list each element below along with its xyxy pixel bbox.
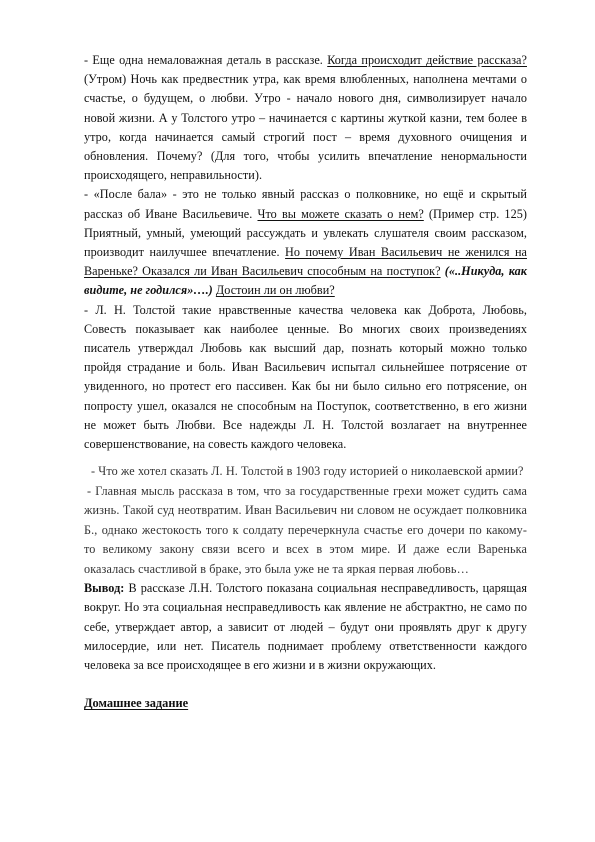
homework-heading: Домашнее задание [84,696,189,711]
document-page [84,51,527,711]
paragraph-question: - Что же хотел сказать Л. Н. Толстой в 1903 году историей о николаевской армии? [91,464,524,479]
ball-quote: («..Никуда, как видите, не годился»….) [84,264,527,298]
paragraph-main-idea: - Главная мысль рассказа в том, что за государственные грехи может судить сама жизнь. Такой суд неотвратим. Иван Васильевич ни словом не осуждает полковника Б., однако жестокость того к солдату перечеркнула счастье его дочери по какому- то великому закону связи всего и всех в этом мире. И даже если Варенька оказалась счастливой в браке, это была уже не та яркая первая любовь… [84,483,527,576]
detail-question: Когда происходит действие рассказа? [327,53,527,67]
ball-question-2: Но почему Иван Васильевич не женился на Вареньке? Оказался ли Иван Васильевич способным на поступок? [84,245,527,279]
detail-answer: (Утром) Ночь как предвестник утра, как время влюбленных, наполнена мечтами о счастье, о будущем, о любви. Утро - начало нового дня, символизирует начало новой жизни. А у Толстого утро – начинается с картины жуткой казни, тем более в утро, когда начинается самый строгий пост – время духовного очищения и обновления. Почему? (Для того, чтобы усилить впечатление ненормальности происходящего, неправильности). [84,72,527,183]
ball-question: Что вы можете сказать о нем? [257,206,424,221]
conclusion-label: Вывод: [84,581,125,596]
paragraph-detail [84,51,527,185]
paragraph-tolstoy-values: - Л. Н. Толстой такие нравственные качества человека как Доброта, Любовь, Совесть показывает как наиболее ценные. Во многих своих произведениях писатель утверждал Любовь как высший дар, познать который можно только пройдя страдание и боль. Иван Васильевич испытал сильнейшее потрясение от увиденного, но протест его пассивен. Как бы ни было сильно его потрясение, он попросту ушел, оказался не способным на Поступок, соответственно, в его жизни не может быть Любви. Все надежды Л. Н. Толстой возлагает на внутреннее совершенствование, на совесть каждого человека. [84,302,527,452]
ball-answer: (Пример стр. 125) Приятный, умный, умеющий рассуждать и увлекать слушателя своим рассказом, производит наилучшее впечатление. [84,206,527,260]
conclusion-text: В рассказе Л.Н. Толстого показана социальная несправедливость, царящая вокруг. Но эта социальная несправедливость как явление не абстрактно, не само по себе, утверждает автор, а зависит от людей – будут они проявлять друг к другу милосердие, или нет. Писатель поднимает проблему ответственности каждого человека за все происходящее в его жизни и в жизни окружающих. [84,581,527,673]
detail-intro: - Еще одна немаловажная деталь в рассказе. [84,53,323,67]
ball-intro: - «После бала» - это не только явный рассказ о полковнике, но ещё и скрытый рассказ об Иване Васильевиче. [84,187,527,221]
paragraph-after-the-ball [84,185,527,300]
paragraph-conclusion [84,579,527,675]
ball-question-3: Достоин ли он любви? [215,283,335,298]
